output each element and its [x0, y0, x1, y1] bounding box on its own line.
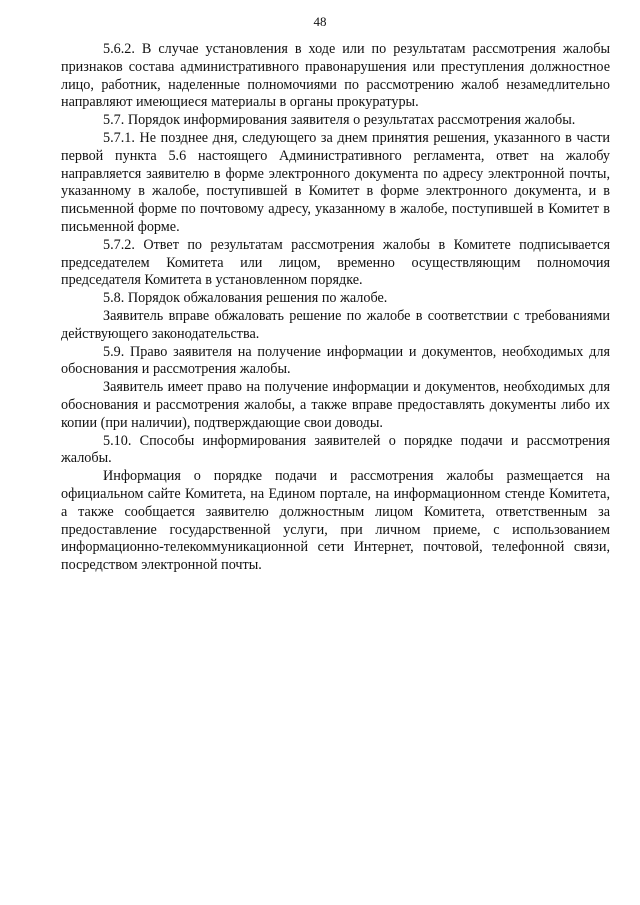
- paragraph-information-methods: Информация о порядке подачи и рассмотрения жалобы размещается на официальном сайте Комитета, на Едином портале, на информационном стенде Комитета, а также сообщается заявителю должностным лицом Комитета, ответственным за предоставление государственной услуги, при личном приеме, с использованием информационно-телекоммуникационной сети Интернет, почтовой, телефонной связи, посредством электронной почты.: [61, 468, 610, 574]
- heading-5-10: 5.10. Способы информирования заявителей о порядке подачи и рассмотрения жалобы.: [61, 432, 610, 467]
- document-body: [61, 41, 610, 575]
- paragraph-5-6-2: 5.6.2. В случае установления в ходе или по результатам рассмотрения жалобы признаков состава административного правонарушения или преступления должностное лицо, работник, наделенные полномочиями по рассмотрению жалоб незамедлительно направляют имеющиеся материалы в органы прокуратуры.: [61, 41, 610, 111]
- heading-5-9: 5.9. Право заявителя на получение информации и документов, необходимых для обоснования и рассмотрения жалобы.: [61, 343, 610, 378]
- heading-5-7: 5.7. Порядок информирования заявителя о результатах рассмотрения жалобы.: [103, 112, 576, 129]
- paragraph-5-7-1: 5.7.1. Не позднее дня, следующего за днем принятия решения, указанного в части первой пункта 5.6 настоящего Административного регламента, ответ на жалобу направляется заявителю в форме электронного документа по адресу электронной почты, указанному в жалобе, поступившей в Комитет в форме электронного документа, и в письменной форме по почтовому адресу, указанному в жалобе, поступившей в Комитет в письменной форме.: [61, 129, 610, 235]
- paragraph-appeal-right: Заявитель вправе обжаловать решение по жалобе в соответствии с требованиями действующего законодательства.: [61, 307, 610, 342]
- heading-5-8: 5.8. Порядок обжалования решения по жалобе.: [103, 290, 388, 307]
- paragraph-5-7-2: 5.7.2. Ответ по результатам рассмотрения жалобы в Комитете подписывается председателем Комитета или лицом, временно осуществляющим полномочия председателя Комитета в установленном порядке.: [61, 236, 610, 289]
- page-number: 48: [313, 14, 327, 29]
- paragraph-information-right: Заявитель имеет право на получение информации и документов, необходимых для обоснования и рассмотрения жалобы, а также вправе предоставлять документы либо их копии (при наличии), подтверждающие свои доводы.: [61, 379, 610, 431]
